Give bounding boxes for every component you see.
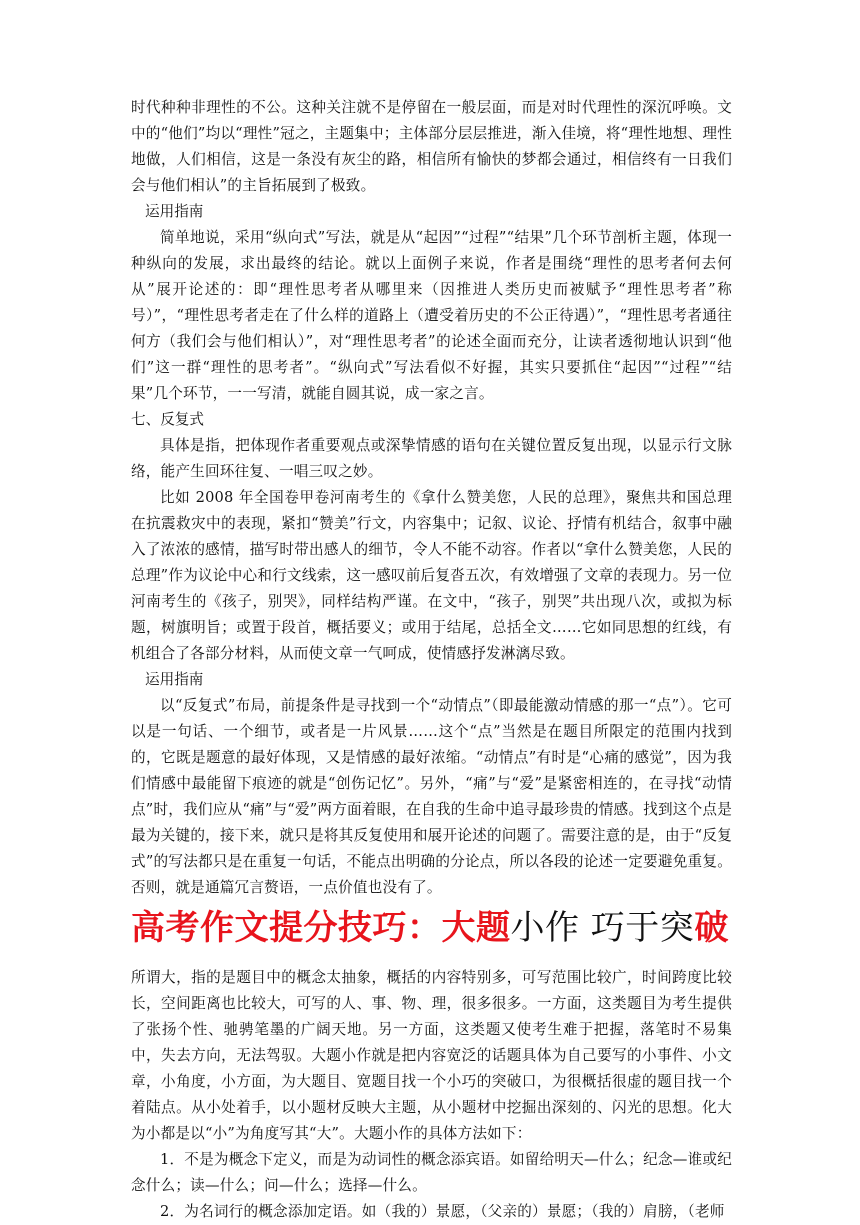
title-part-red: 高考作文提分技巧：大题 (131, 908, 511, 948)
title-part-black: 小作 巧于突 (510, 908, 695, 948)
title-part-red-end: 破 (694, 908, 729, 948)
guide-label-1: 运用指南 (145, 203, 204, 220)
guide-text-1: 简单地说，采用“纵向式”写法，就是从“起因”“过程”“结果”几个环节剖析主题，体现一种纵向的发展，求出最终的结论。就以上面例子来说，作者是围绕“理性的思考者何去何从”展开论述的：即“理性思考者从哪里来（因推进人类历史而被赋予“理性思考者”称号）”，“理性思考者走在了什么样的道路上（遭受着历史的不公正待遇）”，“理性思考者通往何方（我们会与他们相认）”，对“理性思考者”的论述全面而充分，让读者透彻地认识到“他们”这一群“理性的思考者”。“纵向式”写法看似不好握，其实只要抓住“起因”“过程”“结果”几个环节，一一写清，就能自圆其说，成一家之言。 (131, 229, 732, 402)
guide-label-2: 运用指南 (145, 671, 204, 688)
body-paragraph-1: 所谓大，指的是题目中的概念太抽象，概括的内容特别多，可写范围比较广，时间跨度比较长，空间距离也比较大，可写的人、事、物、理，很多很多。一方面，这类题目为考生提供了张扬个性、驰骋笔墨的广阔天地。另一方面，这类题又使考生难于把握，落笔时不易集中，失去方向，无法驾驭。大题小作就是把内容宽泛的话题具体为自己要写的小事件、小文章，小角度，小方面，为大题目、宽题目找一个小巧的突破口，为很概括很虚的题目找一个着陆点。从小处着手，以小题材反映大主题，从小题材中挖掘出深刻的、闪光的思想。化大为小都是以“小”为角度写其“大”。大题小作的具体方法如下： (131, 969, 732, 1142)
body-paragraph-3: 2．为名词行的概念添加定语。如（我的）景愿，（父亲的）景愿；（我的）肩膀，（老师 (160, 1203, 725, 1220)
section-heading-7: 七、反复式 (131, 411, 204, 428)
section-7-paragraph-1: 具体是指，把体现作者重要观点或深挚情感的语句在关键位置反复出现，以显示行文脉络，能产生回环往复、一唱三叹之妙。 (131, 437, 732, 480)
guide-text-2: 以“反复式”布局，前提条件是寻找到一个“动情点”（即最能激动情感的那一“点”）。它可以是一句话、一个细节，或者是一片风景……这个“点”当然是在题目所限定的范围内找到的，它既是题意的最好体现，又是情感的最好浓缩。“动情点”有时是“心痛的感觉”，因为我们情感中最能留下痕迹的就是“创伤记忆”。另外，“痛”与“爱”是紧密相连的，在寻找“动情点”时，我们应从“痛”与“爱”两方面着眼，在自我的生命中追寻最珍贵的情感。找到这个点是最为关键的，接下来，就只是将其反复使用和展开论述的问题了。需要注意的是，由于“反复式”的写法都只是在重复一句话，不能点出明确的分论点，所以各段的论述一定要避免重复。否则，就是通篇冗言赘语，一点价值也没有了。 (131, 697, 732, 896)
section-7-paragraph-2: 比如 2008 年全国卷甲卷河南考生的《拿什么赞美您，人民的总理》，聚焦共和国总理在抗震救灾中的表现，紧扣“赞美”行文，内容集中；记叙、议论、抒情有机结合，叙事中融入了浓浓的感情，描写时带出感人的细节，令人不能不动容。作者以“拿什么赞美您，人民的总理”作为议论中心和行文线索，这一感叹前后复沓五次，有效增强了文章的表现力。另一位河南考生的《孩子，别哭》，同样结构严谨。在文中，“孩子，别哭”共出现八次，或拟为标题，树旗明旨；或置于段首，概括要义；或用于结尾，总括全文……它如同思想的红线，有机组合了各部分材料，从而使文章一气呵成，使情感抒发淋漓尽致。 (131, 489, 732, 662)
paragraph-intro: 时代种种非理性的不公。这种关注就不是停留在一般层面，而是对时代理性的深沉呼唤。文中的“他们”均以“理性”冠之，主题集中；主体部分层层推进，渐入佳境，将“理性地想、理性地做，人们相信，这是一条没有灰尘的路，相信所有愉快的梦都会通过，相信终有一日我们会与他们相认”的主旨拓展到了极致。 (131, 99, 732, 194)
body-paragraph-2: 1．不是为概念下定义，而是为动词性的概念添宾语。如留给明天—什么；纪念—谁或纪念什么；读—什么；问—什么；选择—什么。 (131, 1151, 732, 1194)
article-title (131, 905, 732, 951)
